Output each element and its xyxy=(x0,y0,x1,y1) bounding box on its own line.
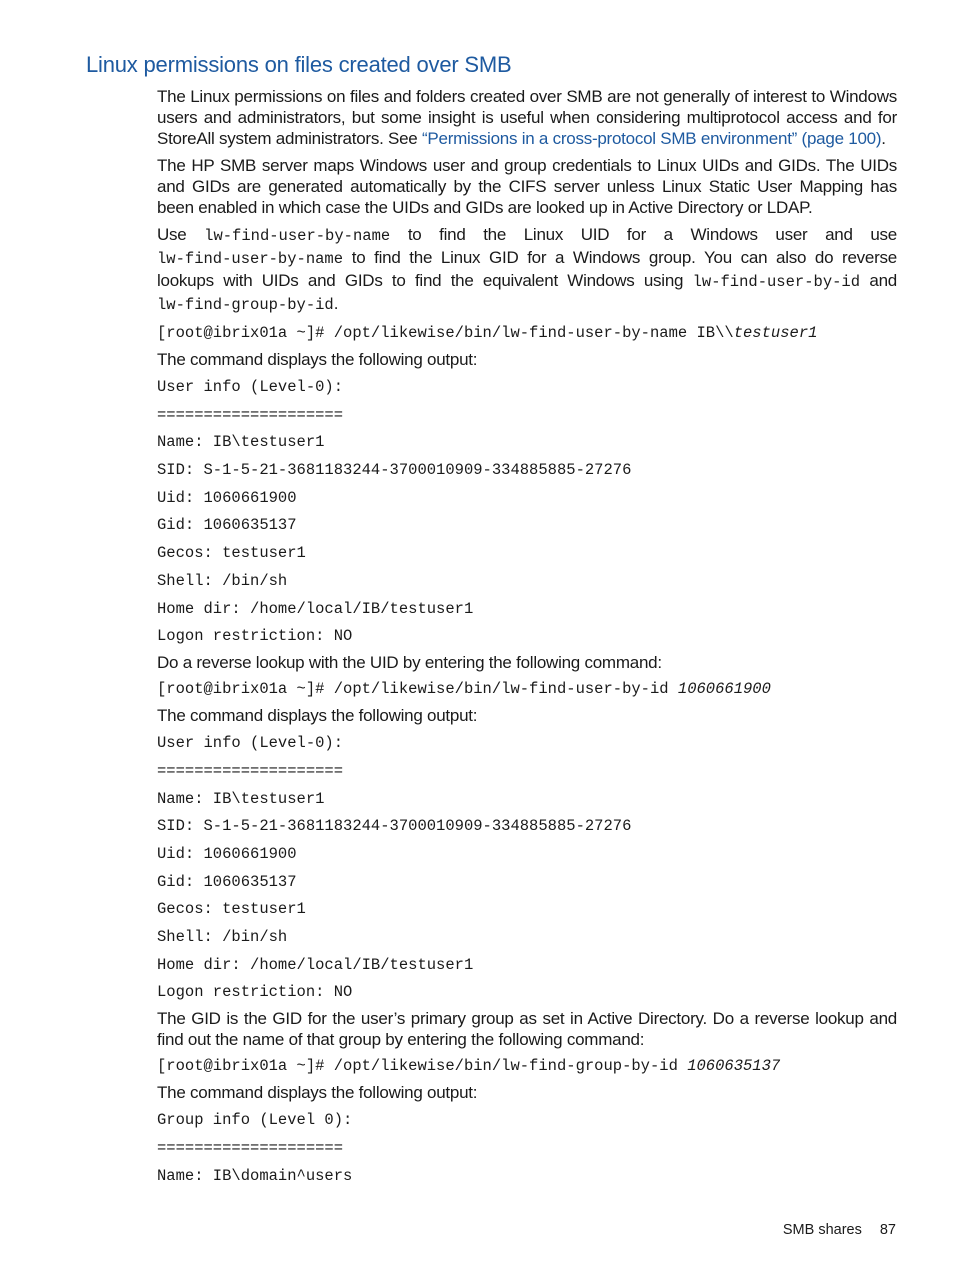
output-line: Logon restriction: NO xyxy=(157,983,353,1002)
inline-cmd-user-by-name-2: lw-find-user-by-name xyxy=(157,250,344,268)
command-find-user-by-id xyxy=(157,680,897,698)
output-line: ==================== xyxy=(157,761,344,780)
output-line: ==================== xyxy=(157,405,344,424)
page-footer xyxy=(783,1222,896,1238)
section-body xyxy=(157,86,897,1185)
output-line: Gid: 1060635137 xyxy=(157,516,297,535)
and-text: and xyxy=(860,271,897,290)
commands-text-2: to find the Linux GID for a Windows group. You can also do reverse lookups with UIDs and GIDs to find the equivalent Windows using xyxy=(157,248,897,290)
command-argument: 1060661900 xyxy=(677,680,771,699)
output-line: Name: IB\testuser1 xyxy=(157,433,325,452)
output-line: Gecos: testuser1 xyxy=(157,900,306,919)
output-label: The command displays the following output: xyxy=(157,350,478,369)
command-argument: 1060635137 xyxy=(687,1057,781,1076)
output-line: User info (Level-0): xyxy=(157,734,344,753)
output-line: Home dir: /home/local/IB/testuser1 xyxy=(157,955,474,974)
commands-paragraph xyxy=(157,224,897,316)
inline-cmd-user-by-id: lw-find-user-by-id xyxy=(692,273,861,291)
output-line: Uid: 1060661900 xyxy=(157,844,297,863)
output-line: Shell: /bin/sh xyxy=(157,571,288,590)
command-text: [root@ibrix01a ~]# /opt/likewise/bin/lw-find-group-by-id xyxy=(157,1057,688,1076)
output-line: User info (Level-0): xyxy=(157,378,344,396)
output-line: Gecos: testuser1 xyxy=(157,544,306,563)
output-line: Logon restriction: NO xyxy=(157,627,353,646)
output-label: The command displays the following output: xyxy=(157,706,478,726)
use-text: Use xyxy=(157,225,205,244)
output-line: Name: IB\testuser1 xyxy=(157,789,325,808)
output-block-user-by-id xyxy=(157,734,897,1001)
output-line: Group info (Level 0): xyxy=(157,1111,353,1130)
inline-cmd-user-by-name: lw-find-user-by-name xyxy=(204,227,391,245)
output-line: ==================== xyxy=(157,1139,344,1158)
reverse-lookup-uid-paragraph: Do a reverse lookup with the UID by entering the following command: xyxy=(157,653,662,673)
cross-reference-link[interactable]: “Permissions in a cross-protocol SMB environment” (page 100) xyxy=(421,129,882,148)
output-line: Uid: 1060661900 xyxy=(157,488,297,507)
output-line: Name: IB\domain^users xyxy=(157,1166,353,1185)
command-text: [root@ibrix01a ~]# /opt/likewise/bin/lw-find-user-by-name IB\\ xyxy=(157,324,734,342)
reverse-lookup-gid-paragraph: The GID is the GID for the user’s primary group as set in Active Directory. Do a reverse lookup and find out the name of that group by entering the following command: xyxy=(157,1009,897,1050)
command-find-user-by-name xyxy=(157,324,897,342)
output-line: Shell: /bin/sh xyxy=(157,928,288,946)
inline-cmd-group-by-id: lw-find-group-by-id xyxy=(157,296,334,314)
intro-text: The Linux permissions on files and folders created over SMB are not generally of interest to Windows users and administrators, but some insight is useful when considering multiprotocol access and for StoreAll system administrators. See xyxy=(157,87,897,148)
footer-section-name: SMB shares xyxy=(782,1222,862,1238)
output-label: The command displays the following output: xyxy=(157,1083,478,1103)
intro-paragraph xyxy=(157,86,897,149)
section-title: Linux permissions on files created over SMB xyxy=(86,52,512,77)
command-text: [root@ibrix01a ~]# /opt/likewise/bin/lw-find-user-by-id xyxy=(157,680,678,699)
mapping-paragraph: The HP SMB server maps Windows user and group credentials to Linux UIDs and GIDs. The UIDs and GIDs are generated automatically by the CIFS server unless Linux Static User Mapping has been enabled in which case the UIDs and GIDs are looked up in Active Directory or LDAP. xyxy=(157,156,897,217)
commands-end: . xyxy=(333,294,339,313)
command-find-group-by-id xyxy=(157,1057,897,1075)
commands-text-1: to find the Linux UID for a Windows user and use xyxy=(390,225,897,244)
output-block-group-by-id xyxy=(157,1111,897,1184)
output-line: Gid: 1060635137 xyxy=(157,872,297,891)
output-block-user-by-name xyxy=(157,378,897,645)
page-number: 87 xyxy=(879,1222,896,1238)
command-argument: testuser1 xyxy=(733,324,818,342)
output-line: SID: S-1-5-21-3681183244-3700010909-334885885-27276 xyxy=(157,461,632,480)
output-line: SID: S-1-5-21-3681183244-3700010909-334885885-27276 xyxy=(157,817,632,836)
output-line: Home dir: /home/local/IB/testuser1 xyxy=(157,599,474,618)
intro-tail: . xyxy=(881,129,886,148)
